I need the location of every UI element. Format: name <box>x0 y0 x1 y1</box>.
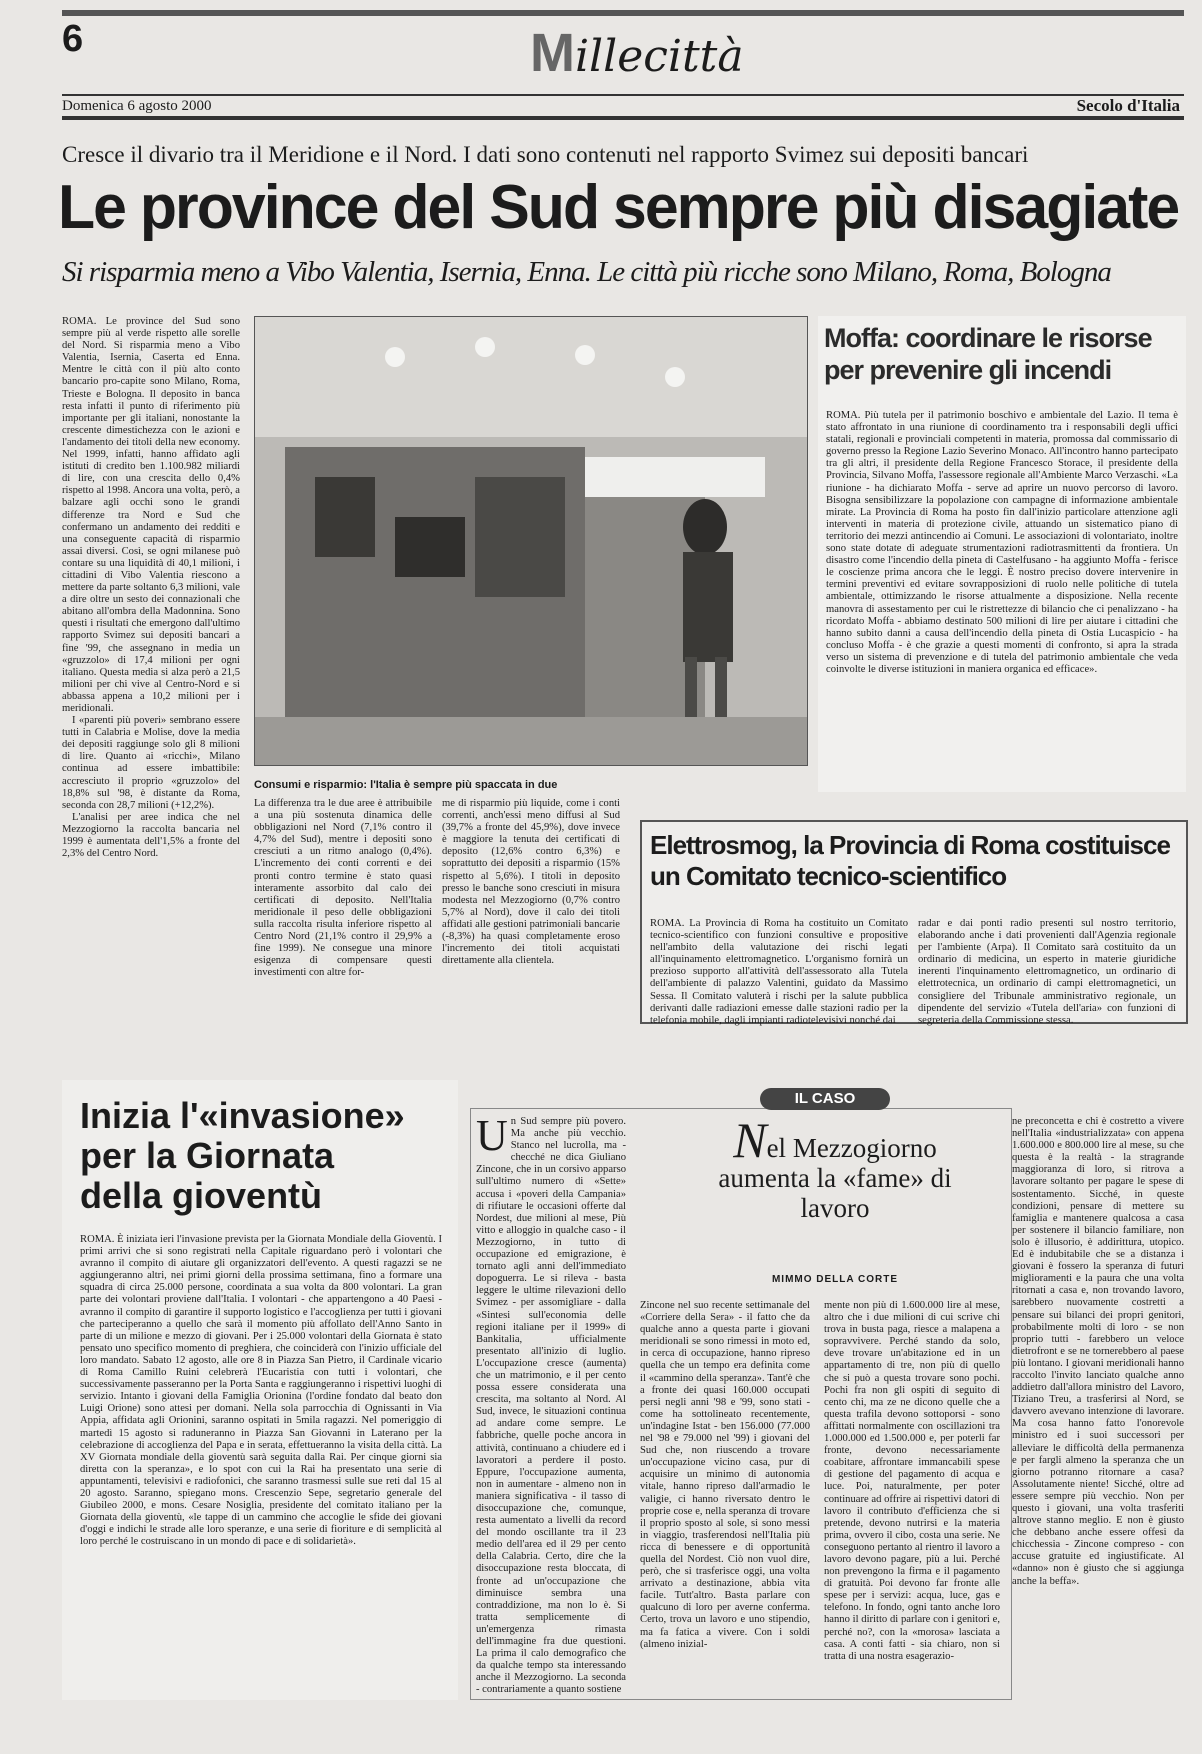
section-rest: illecittà <box>574 31 744 82</box>
section-initial: M <box>530 23 575 83</box>
il-caso-col1-text: n Sud sempre più povero. Ma anche più vecchio. Stanco nel lucrolla, ma - checché ne dica Giuliano Zincone, che in un corsivo apparso sull'ultimo numero di «Sette» accusa i «poveri della Campania» di rifiutare le occasioni offerte dal Nordest, due milioni al mese, Più vitto e alloggio in qualche caso - il Mezzogiorno, in tutto di occupazione ed emigrazione, è tornato agli anni dell'immediato dopoguerra. Le si rileva - basta leggere le ultime rilevazioni dello Svimez - per assomigliare - dalla «Sintesi sull'economia delle regioni italiane per il 1999» di Bankitalia, ufficialmente presentato all'inizio di luglio. L'occupazione cresce (aumenta) che un matrimonio, e il per cento possa essere considerata una crescita, ma soltanto al Nord. Al Sud, invece, le situazioni continua ad andare come sempre. Le fabbriche, quelle poche ancora in attività, continuano a chiudere ed i lavoratori a perdere il posto. Eppure, l'occupazione aumenta, non in aumentare - almeno non in maniera significativa - il tasso di disoccupazione che, comunque, resta aumentato a livelli da record del mondo oscillante tra il 23 medio dell'area ed il 29 per cento della Calabria. Certo, dire che la disoccupazione resta bloccata, di fronte ad un'occupazione che diminuisce sembra una contraddizione, ma non lo è. Si tratta semplicemente di un'emergenza rimasta dell'immagine fra due questioni. La prima il calo demografico che da qualche tempo sta interessando anche il Mezzogiorno. La seconda - contrariamente a quanto sostiene <box>476 1116 626 1696</box>
main-column-3 <box>442 798 620 1060</box>
il-caso-title-rest: el Mezzogiorno aumenta la «fame» di lavoro <box>718 1133 952 1223</box>
top-rule <box>62 10 1184 16</box>
main-subhead: Si risparmia meno a Vibo Valentia, Isernia, Enna. Le città più ricche sono Milano, Roma, Bologna <box>62 256 1111 288</box>
main-col3-text: me di risparmio più liquide, come i conti correnti, anch'essi meno diffusi al Sud (39,7% a fronte del 45,9%), dove invece è maggiore la tenuta dei certificati di deposito (12,6% contro 6,3%) e soprattutto dei depositi a risparmio (15% rispetto al 5,6%). I titoli in deposito presso le banche sono cresciuti in misura modesta nel Mezzogiorno (0,7% contro 5,7% al Nord), dove il calo dei titoli affidati alle gestioni patrimoniali bancarie (-8,3%) ha quasi completamente eroso l'incremento dei titoli acquistati direttamente alla clientela. <box>442 798 620 967</box>
header-rule <box>62 94 1184 96</box>
main-headline: Le province del Sud sempre più disagiate <box>58 173 1179 242</box>
il-caso-title-initial: N <box>733 1112 767 1168</box>
main-kicker: Cresce il divario tra il Meridione e il Nord. I dati sono contenuti nel rapporto Svimez sui depositi bancari <box>62 142 1029 167</box>
newspaper-name: Secolo d'Italia <box>1076 96 1180 115</box>
main-col1-p3: L'analisi per aree indica che nel Mezzogiorno la raccolta bancaria nel 1999 è aumentata dell'1,5% a fronte del 2,3% del Centro Nord. <box>62 811 240 860</box>
photo-illustration <box>255 317 807 765</box>
shop-window-photo <box>254 316 808 766</box>
il-caso-column-3 <box>824 1300 1000 1696</box>
il-caso-col3-text: mente non più di 1.600.000 lire al mese, altro che i due milioni di cui scrive chi trova in busta paga, riesce a malapena a sopravvivere. Perché stando da solo, deve trovare un'abitazione ed in un appartamento di tre, non più di quello che si può a questa trovare sono pochi. Pochi fra non gli ospiti di seguito di cento chi, ma ze ne dicono quelle che a questa trafila devono sottoporsi - sono affittati normalmente con oscillazioni tra 1.000.000 ed 1.500.000 e, per poterli far fronte, devono necessariamente coabitare, affrontare immancabili spese di gestione del pagamento di acqua e luce. Poi, naturalmente, per poter continuare ad offrire ai rispettivi datori di lavoro il contributo d'efficienza che si pretende, devono nutrirsi e la materia prima, ovvero il cibo, costa una serie. Ne conseguono pertanto al rientro il lavoro a lavoro devono pagare, più a lui. Perché non prevengono la firma e il pagamento di gratuità. Poi devono far fronte alle spese per i servizi: acqua, luce, gas e telefono. In fondo, ogni tanto anche loro hanno il diritto di parlare con i genitori e, perché no?, con la «morosa» lasciata a casa. A conti fatti - sia chiaro, non si tratta di una nostra esagerazio- <box>824 1300 1000 1662</box>
il-caso-byline: MIMMO DELLA CORTE <box>771 1274 899 1285</box>
elettrosmog-text-right: radar e dai ponti radio presenti sul nostro territorio, elaborando anche i dati provenienti dall'Agenzia regionale per l'ambiente (Arpa). Il Comitato sarà costituito da un ordinario di medicina, un esperto in materie giuridiche inerenti l'inquinamento elettromagnetico, un ordinario di elettrotecnica, un ordinario di campi elettromagnetici, un consigliere del Tribunale amministrativo regionale, un dipendente del servizio «Tutela dell'aria» con funzioni di segreteria della Commissione stessa. <box>918 918 1176 1026</box>
elettrosmog-text-left: ROMA. La Provincia di Roma ha costituito un Comitato tecnico-scientifico con funzioni consultive e propositive nell'ambito della valutazione dei rischi legati all'inquinamento elettromagnetico. L'organismo fornirà un prezioso supporto all'attività dell'assessorato alla Tutela dell'ambiente di palazzo Valentini, guidato da Massimo Sessa. Il Comitato valuterà i rischi per la salute pubblica derivanti dalle radiazioni emesse dalle stazioni radio per la telefonia mobile, dagli impianti radiotelevisivi nonché dai <box>650 918 908 1026</box>
il-caso-column-4 <box>1012 1116 1184 1696</box>
moffa-title: Moffa: coordinare le risorse per prevenire gli incendi <box>824 323 1152 385</box>
photo-caption: Consumi e risparmio: l'Italia è sempre più spaccata in due <box>254 779 558 791</box>
il-caso-column-1 <box>476 1111 626 1696</box>
main-col1-p2: I «parenti più poveri» sembrano essere tutti in Calabria e Molise, dove la media dei depositi raggiunge solo gli 8 milioni di lire. Quanto ai «ricchi», Milano continua ad essere imbattibile: accresciuto il proprio «gruzzolo» del 18,8% sul '98, è distante da Roma, seconda con 28,7 milioni (+12,2%). <box>62 715 240 811</box>
moffa-article <box>818 316 1186 792</box>
giornata-title: Inizia l'«invasione» per la Giornata della gioventù <box>80 1095 405 1216</box>
elettrosmog-col-2 <box>918 918 1176 1026</box>
section-title <box>530 22 744 84</box>
elettrosmog-title: Elettrosmog, la Provincia di Roma costituisce un Comitato tecnico-scientifico <box>650 830 1170 891</box>
drop-cap: U <box>476 1111 508 1160</box>
main-column-2 <box>254 798 432 1060</box>
date-line: Domenica 6 agosto 2000 <box>62 98 212 114</box>
main-col1-p1: ROMA. Le province del Sud sono sempre più al verde rispetto alle sorelle del Nord. Si risparmia meno a Vibo Valentia, Isernia, Caserta ed Enna. Mentre le città con il più alto conto bancario pro-capite sono Milano, Roma, Trieste e Bologna. Il deposito in banca resta infatti il punto di riferimento più importante per gli italiani, nonostante la crescente dimestichezza con le azioni e l'andamento dei titoli della new economy. Nel 1999, infatti, hanno affidato agli istituti di credito ben 1.100.982 miliardi di lire, con una crescita dello 0,4% rispetto al 1998. Ancora una volta, però, a balzare agli occhi sono le grandi differenze tra Nord e Sud che confermano un andamento dei redditi e una conseguente capacità di risparmio assai diversi. Così, se ogni milanese può contare su una liquidità di 40,1 milioni, i cittadini di Vibo Valentia riescono a mettere da parte soltanto 6,3 milioni, vale a dire oltre un sesto dei connazionali che abitano all'ombra della Madonnina. Sono questi i risultati che emergono dall'ultimo rapporto Svimez sui depositi bancari a fine '99, che assegnano in media un «gruzzolo» di 17,4 milioni per ogni italiano. Questa media si alza però a 21,5 milioni per chi vive al Centro-Nord e si abbassa appena a 10,2 milioni per i meridionali. <box>62 316 240 714</box>
header-rule-thick <box>62 116 1184 120</box>
il-caso-col2-text: Zincone nel suo recente settimanale del «Corriere della Sera» - il fatto che da qualche anno a questa parte i giovani meridionali se sono rimessi in moto ed, in cerca di occupazione, hanno ripreso quella che un tempo era definita come il «cammino della speranza». Tant'è che a fronte dei quasi 160.000 occupati persi negli anni '98 e '99, sono stati - come ha sottolineato recentemente, un'indagine Istat - ben 156.000 (77.000 nel '98 e 79.000 nel '99) i giovani del Sud che, non riuscendo a trovare un'occupazione vicino casa, pur di acquisire un minimo di autonomia vitale, hanno ripreso dall'armadio le valigie, ci hanno riversato dentro le proprie cose e, nella speranza di trovare il proprio sposto al sole, si sono messi in viaggio, trasferendosi nell'Italia più ricca di benessere e di opportunità quella del Nordest. Ciò non vuol dire, però, che si trasferisce oggi, una volta arrivato a destinazione, abbia vita facile. Tutt'altro. Basta parlare con qualcuno di loro per averne conferma. Certo, trova un lavoro e uno stipendio, ma fa fatica a vivere. Con i soldi (almeno inizial- <box>640 1300 810 1650</box>
moffa-text-block <box>826 410 1178 788</box>
il-caso-tag: IL CASO <box>760 1088 890 1110</box>
elettrosmog-article <box>640 820 1188 1024</box>
main-col2-text: La differenza tra le due aree è attribuibile a una più sostenuta dinamica delle obbligazioni nel Nord (7,1% contro il 4,7% del Sud), mentre i depositi sono cresciuti a un ritmo analogo (0,4%). L'incremento dei conti correnti e dei pronti contro termine è stato quasi interamente assorbito dal calo dei certificati di deposito. Nell'Italia meridionale il peso delle obbligazioni sulla raccolta risulta inferiore rispetto al Centro Nord (21,1% contro il 29,9% a fine 1999). Ne consegue una minore esigenza di compensare questi investimenti con altre for- <box>254 798 432 979</box>
giornata-text-block <box>80 1234 442 1694</box>
main-column-1 <box>62 316 240 1056</box>
giornata-text: ROMA. È iniziata ieri l'invasione prevista per la Giornata Mondiale della Gioventù. I primi arrivi che si sono registrati nella Capitale riguardano però i volontari che avranno il compito di aiutare gli organizzatori dell'evento. A questi ragazzi se ne aggiungeranno altri, nei primi giorni della prossima settimana, fino a formare una squadra di circa 25.000 persone, coordinata a sua volta da 800 volontari. La gran parte dei volontari proviene dall'Italia. I volontari - che appartengono a 40 Paesi - avranno il compito di garantire il supporto logistico e l'accoglienza per tutti i giovani che parteciperanno a quello che sarà il momento più affollato dell'Anno Santo in parte di un milione e mezzo di giovani. Per i 25.000 volontari della Giornata è stato pensato uno specifico momento di preghiera, che coinciderà con l'inizio ufficiale del loro mandato. Sabato 12 agosto, alle ore 8 in Piazza San Pietro, il Cardinale vicario di Roma Camillo Ruini celebrerà l'Eucaristia con tutti i volontari, che successivamente passeranno per la Porta Santa e raggiungeranno i rispettivi luoghi di servizio. Intanto i giovani della Famiglia Orionina (l'ordine fondato dal beato don Luigi Orione) sono attesi per domani. Nella sola parrocchia di Ognissanti in Via Appia, affidata agli Orionini, saranno ospitati in 5mila ragazzi. Nel pomeriggio di martedì 15 agosto si raduneranno in Piazza San Giovanni in Laterano per la celebrazione di accoglienza del Papa e in serata, effettueranno la visita della città. La XV Giornata mondiale della gioventù sarà seguita dalla Rai. Per cinque giorni sia diretta con la speranza», e lo spot con cui la Rai ha presentato una serie di appuntamenti, televisivi e radiofonici, che saranno trasmessi sulle sue reti dal 15 al 20 agosto. Saranno, spiegano mons. Crescenzio Sepe, segretario generale del Giubileo 2000, e mons. Cesare Nosiglia, presidente del comitato italiano per la Giornata della gioventù, «le tappe di un cammino che accoglie le sfide dei giovani d'oggi e indichi le strade alle loro speranze, e una serie di fioriture e di semplicità al loro perché le costruiscano in un mondo di pace e di solidarietà». <box>80 1234 442 1548</box>
il-caso-title <box>690 1112 980 1223</box>
elettrosmog-col-1 <box>650 918 908 1026</box>
il-caso-column-2 <box>640 1300 810 1696</box>
moffa-text: ROMA. Più tutela per il patrimonio boschivo e ambientale del Lazio. Il tema è stato affrontato in una riunione di coordinamento tra i responsabili degli uffici statali, regionali e provinciali competenti in materia, promossa dal commissario di governo presso la Regione Lazio Severino Monaco. All'incontro hanno partecipato tra gli altri, il presidente della Regione Francesco Storace, il presidente della Provincia, Silvano Moffa, l'assessore regionale all'Ambiente Marco Verzaschi. «La riunione - ha dichiarato Moffa - serve ad aprire un nuovo percorso di lavoro. Bisogna sensibilizzare la popolazione con campagne di informazione ambientale mirate. La Provincia di Roma ha posto fin dall'inizio particolare attenzione agli interventi in materia di protezione civile, attuando un sistematico piano di territorio dei mezzi antincendio ai Comuni. Le associazioni di volontariato, inoltre sono state dotate di adeguate strumentazioni radiotrasmittenti da frontiera. Un disastro come l'incendio della pineta di Castelfusano - ha aggiunto Moffa - ferisce le coscienze prima ancora che le leggi. È nostro preciso dovere intervenire in termini preventivi ed evitare sovrapposizioni di ruolo nelle politiche di tutela ambientale, ottimizzando le risorse attualmente a disposizione. Nella recente manovra di assestamento per cui le ristrettezze di bilancio che ci penalizzano - ha ricordato Moffa - abbiamo destinato 500 milioni di lire per aiutare i cittadini che hanno subito danni a causa dell'incendio della pineta di Ostia Lucaspicio - ha concluso Moffa - è che grazie a questi momenti di confronto, si apra la strada verso un sistema di prevenzione e di tutela del patrimonio ambientale che veda coinvolte le diverse istituzioni in maniera organica ed efficace». <box>826 410 1178 675</box>
page-number: 6 <box>62 18 84 60</box>
il-caso-col4-text: ne preconcetta e chi è costretto a vivere nell'Italia «industrializzata» con appena 1.600.000 e 800.000 lire al mese, su che questa è la realtà - la stragrande maggioranza di loro, si ritrova a lavorare soltanto per pagare le spese di sostentamento. Sicché, in queste condizioni, pensare di mettere su famiglia e mantenere qualcosa a casa per sostenere il bilancio familiare, non solo è illusorio, è addirittura, utopico. Ed è indubitabile che se a distanza i giovani è fossero la speranza di futuri miglioramenti e la paura che una volta ritornati a casa e, non trovando lavoro, sarebbero nuovamente costretti a pensare sui bilanci dei propri genitori, probabilmente molti di loro - se non proprio tutti - farebbero un veloce dietrofront e se ne tornerebbero al paese più lontano. I giovani meridionali hanno raccolto l'invito lanciato qualche anno addietro dall'allora ministro del Lavoro, Tiziano Treu, a trasferirsi al Nord, se davvero avevano intenzione di lavorare. Ma cosa hanno fatto l'onorevole ministro ed i suoi successori per alleviare le difficoltà della permanenza e per fargli almeno la speranza che un giorno potranno ritornare a casa? Assolutamente niente! Sicché, oltre ad essere sempre più vecchio. Non per questo i giovani, una volta trasferiti altrove stanno meglio. E non è giusto che debbano anche essere offesi da chicchessia - Zincone compreso - con accuse gratuite ed ingiustificate. Al «danno» non è giusto che si aggiunga anche la beffa». <box>1012 1116 1184 1587</box>
